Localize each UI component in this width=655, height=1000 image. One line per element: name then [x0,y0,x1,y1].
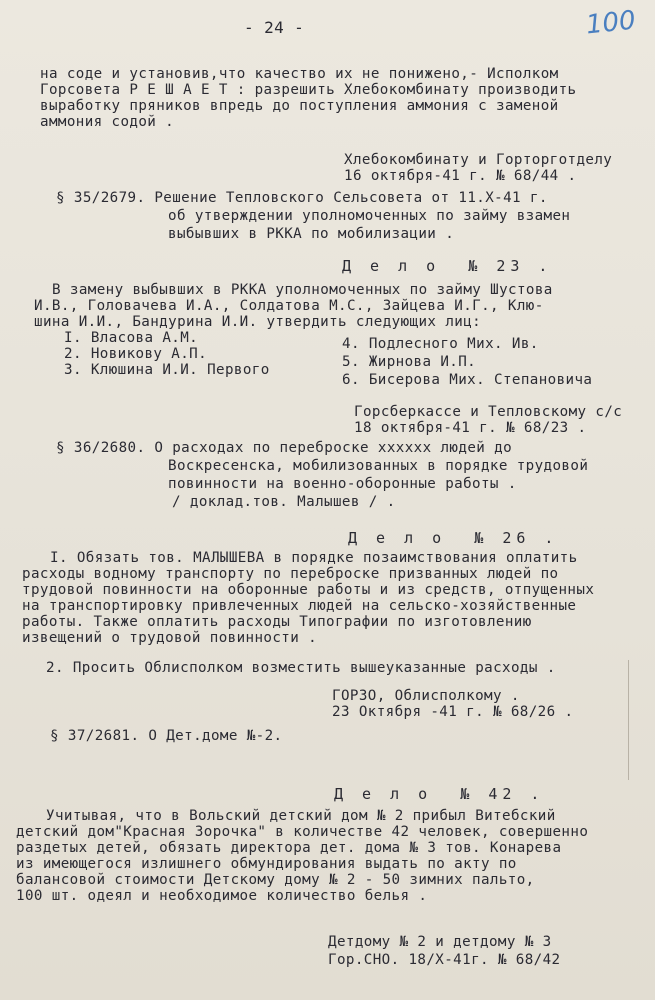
case-heading: Д е л о № 42 . [334,785,545,803]
text-line: 100 шт. одеял и необходимое количество белья . [16,888,428,904]
section-heading: Воскресенска, мобилизованных в порядке трудовой [168,458,589,474]
list-item: I. Власова А.М. [64,330,199,346]
section-heading: § 35/2679. Решение Тепловского Сельсовета от 11.Х-41 г. [56,190,548,206]
list-item: 2. Новикову А.П. [64,346,208,362]
text-line: балансовой стоимости Детскому дому № 2 - 50 зимних пальто, [16,872,535,888]
text-line: I. Обязать тов. МАЛЫШЕВА в порядке позаимствования оплатить [50,550,578,566]
section-heading: § 37/2681. О Дет.доме №-2. [50,728,283,744]
section-heading: повинности на военно-оборонные работы . [168,476,517,492]
page-number: - 24 - [244,18,305,37]
date-number-line: 23 Октября -41 г. № 68/26 . [332,704,574,720]
text-line: выработку пряников впредь до поступления аммония с заменой [40,98,559,114]
text-line: 2. Просить Облисполком возместить вышеуказанные расходы . [46,660,556,676]
list-item: 5. Жирнова И.П. [342,354,477,370]
section-heading: / доклад.тов. Малышев / . [172,494,396,510]
case-heading: Д е л о № 26 . [348,529,559,547]
text-line: работы. Также оплатить расходы Типографии по изготовлению [22,614,532,630]
date-number-line: 18 октября-41 г. № 68/23 . [354,420,587,436]
list-item: 6. Бисерова Мих. Степановича [342,372,593,388]
text-line: Горсовета Р Е Ш А Е Т : разрешить Хлебокомбинату производить [40,82,577,98]
text-line: аммония содой . [40,114,175,130]
text-line: детский дом"Красная Зорочка" в количестве 42 человек, совершенно [16,824,589,840]
section-heading: § 36/2680. О расходах по переброске хххххх людей до [56,440,513,456]
text-line: трудовой повинности на оборонные работы и из средств, отпущенных [22,582,595,598]
addressee-line: ГОРЗО, Облисполкому . [332,688,520,704]
addressee-line: Горсберкассе и Тепловскому с/с [354,404,623,420]
section-heading: об утверждении уполномоченных по займу взамен [168,208,571,224]
date-number-line: Гор.СНО. 18/Х-41г. № 68/42 [328,952,561,968]
text-line: из имеющегося излишнего обмундирования выдать по акту по [16,856,517,872]
text-line: В замену выбывших в РККА уполномоченных по займу Шустова [52,282,553,298]
list-item: 3. Клюшина И.И. Первого [64,362,270,378]
date-number-line: 16 октября-41 г. № 68/44 . [344,168,577,184]
case-heading: Д е л о № 23 . [342,257,553,275]
text-line: шина И.И., Бандурина И.И. утвердить следующих лиц: [34,314,482,330]
text-line: извещений о трудовой повинности . [22,630,318,646]
archive-stamp-number: 100 [584,5,638,41]
text-line: Учитывая, что в Вольский детский дом № 2 прибыл Витебский [46,808,556,824]
text-line: И.В., Головачева И.А., Солдатова М.С., Зайцева И.Г., Клю- [34,298,544,314]
addressee-line: Хлебокомбинату и Горторготделу [344,152,613,168]
text-line: раздетых детей, обязать директора дет. дома № 3 тов. Конарева [16,840,562,856]
text-line: расходы водному транспорту по переброске призванных людей по [22,566,559,582]
addressee-line: Детдому № 2 и детдому № 3 [328,934,552,950]
list-item: 4. Подлесного Мих. Ив. [342,336,539,352]
text-line: на транспортировку привлеченных людей на сельско-хозяйственные [22,598,577,614]
section-heading: выбывших в РККА по мобилизации . [168,226,455,242]
text-line: на соде и установив,что качество их не понижено,- Исполком [40,66,559,82]
paper-fold-mark [628,660,629,780]
